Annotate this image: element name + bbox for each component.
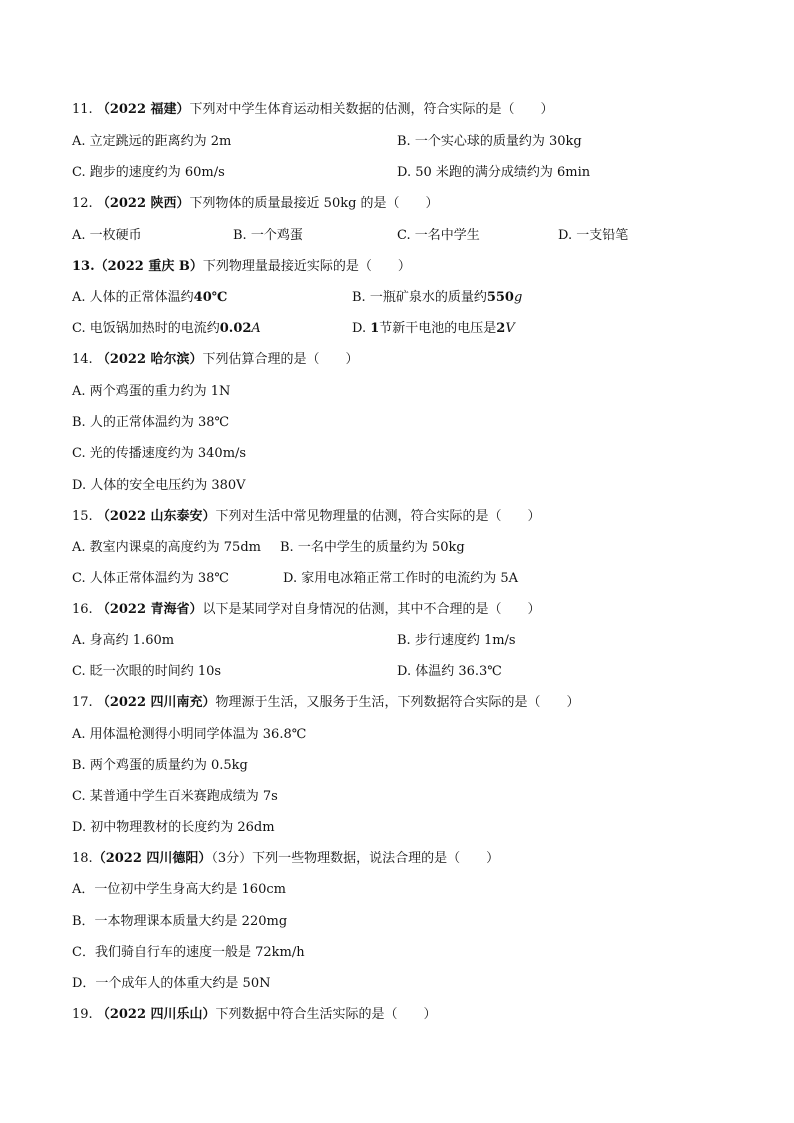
q14-option-b: B. 人的正常体温约为 38℃ <box>72 415 230 430</box>
q11-option-d: D. 50 米跑的满分成绩约为 6min <box>397 165 591 180</box>
q18-option-b: B．一本物理课本质量大约是 220mg <box>72 914 288 929</box>
question-13-stem: 13.（2022 重庆 B）下列物理量最接近实际的是（ ） <box>72 259 411 274</box>
q18-option-a: A．一位初中学生身高大约是 160cm <box>72 882 286 897</box>
q14-option-c: C. 光的传播速度约为 340m/s <box>72 446 247 461</box>
question-14-stem: 14. （2022 哈尔滨）下列估算合理的是（ ） <box>72 352 359 367</box>
q17-option-c: C. 某普通中学生百米赛跑成绩为 7s <box>72 789 278 804</box>
q18-option-d: D．一个成年人的体重大约是 50N <box>72 976 271 991</box>
q13-option-a: A. 人体的正常体温约40℃ <box>72 290 228 305</box>
q13-option-b: B. 一瓶矿泉水的质量约550g <box>352 290 523 305</box>
q15-option-d: D. 家用电冰箱正常工作时的电流约为 5A <box>283 571 519 586</box>
q12-option-c: C. 一名中学生 <box>397 228 480 243</box>
q12-option-d: D. 一支铅笔 <box>558 228 629 243</box>
q16-option-b: B. 步行速度约 1m/s <box>397 633 516 648</box>
q14-option-a: A. 两个鸡蛋的重力约为 1N <box>72 384 231 399</box>
q11-option-c: C. 跑步的速度约为 60m/s <box>72 165 225 180</box>
q15-option-b: B. 一名中学生的质量约为 50kg <box>280 540 465 555</box>
q16-option-c: C. 眨一次眼的时间约 10s <box>72 664 222 679</box>
q11-option-a: A. 立定跳远的距离约为 2m <box>72 134 232 149</box>
q13-option-d: D. 1节新干电池的电压是2V <box>352 321 515 336</box>
question-11-stem: 11. （2022 福建）下列对中学生体育运动相关数据的估测，符合实际的是（ ） <box>72 102 554 117</box>
question-15-stem: 15. （2022 山东泰安）下列对生活中常见物理量的估测，符合实际的是（ ） <box>72 509 541 524</box>
question-18-stem: 18.（2022 四川德阳）（3分）下列一些物理数据，说法合理的是（ ） <box>72 851 500 866</box>
q15-option-c: C. 人体正常体温约为 38℃ <box>72 571 229 586</box>
q17-option-d: D. 初中物理教材的长度约为 26dm <box>72 820 275 835</box>
q16-option-a: A. 身高约 1.60m <box>72 633 175 648</box>
question-19-stem: 19. （2022 四川乐山）下列数据中符合生活实际的是（ ） <box>72 1007 437 1022</box>
q15-option-a: A. 教室内课桌的高度约为 75dm <box>72 540 261 555</box>
q13-option-c: C. 电饭锅加热时的电流约0.02A <box>72 321 261 336</box>
q16-option-d: D. 体温约 36.3℃ <box>397 664 502 679</box>
q14-option-d: D. 人体的安全电压约为 380V <box>72 478 246 493</box>
question-12-stem: 12. （2022 陕西）下列物体的质量最接近 50kg 的是（ ） <box>72 196 439 211</box>
q11-option-b: B. 一个实心球的质量约为 30kg <box>397 134 582 149</box>
q18-option-c: C．我们骑自行车的速度一般是 72km/h <box>72 945 305 960</box>
q17-option-a: A. 用体温枪测得小明同学体温为 36.8℃ <box>72 727 307 742</box>
q17-option-b: B. 两个鸡蛋的质量约为 0.5kg <box>72 758 248 773</box>
question-16-stem: 16. （2022 青海省）以下是某同学对自身情况的估测，其中不合理的是（ ） <box>72 602 541 617</box>
q12-option-b: B. 一个鸡蛋 <box>233 228 303 243</box>
q12-option-a: A. 一枚硬币 <box>72 228 142 243</box>
question-17-stem: 17. （2022 四川南充）物理源于生活，又服务于生活，下列数据符合实际的是（ ） <box>72 695 580 710</box>
